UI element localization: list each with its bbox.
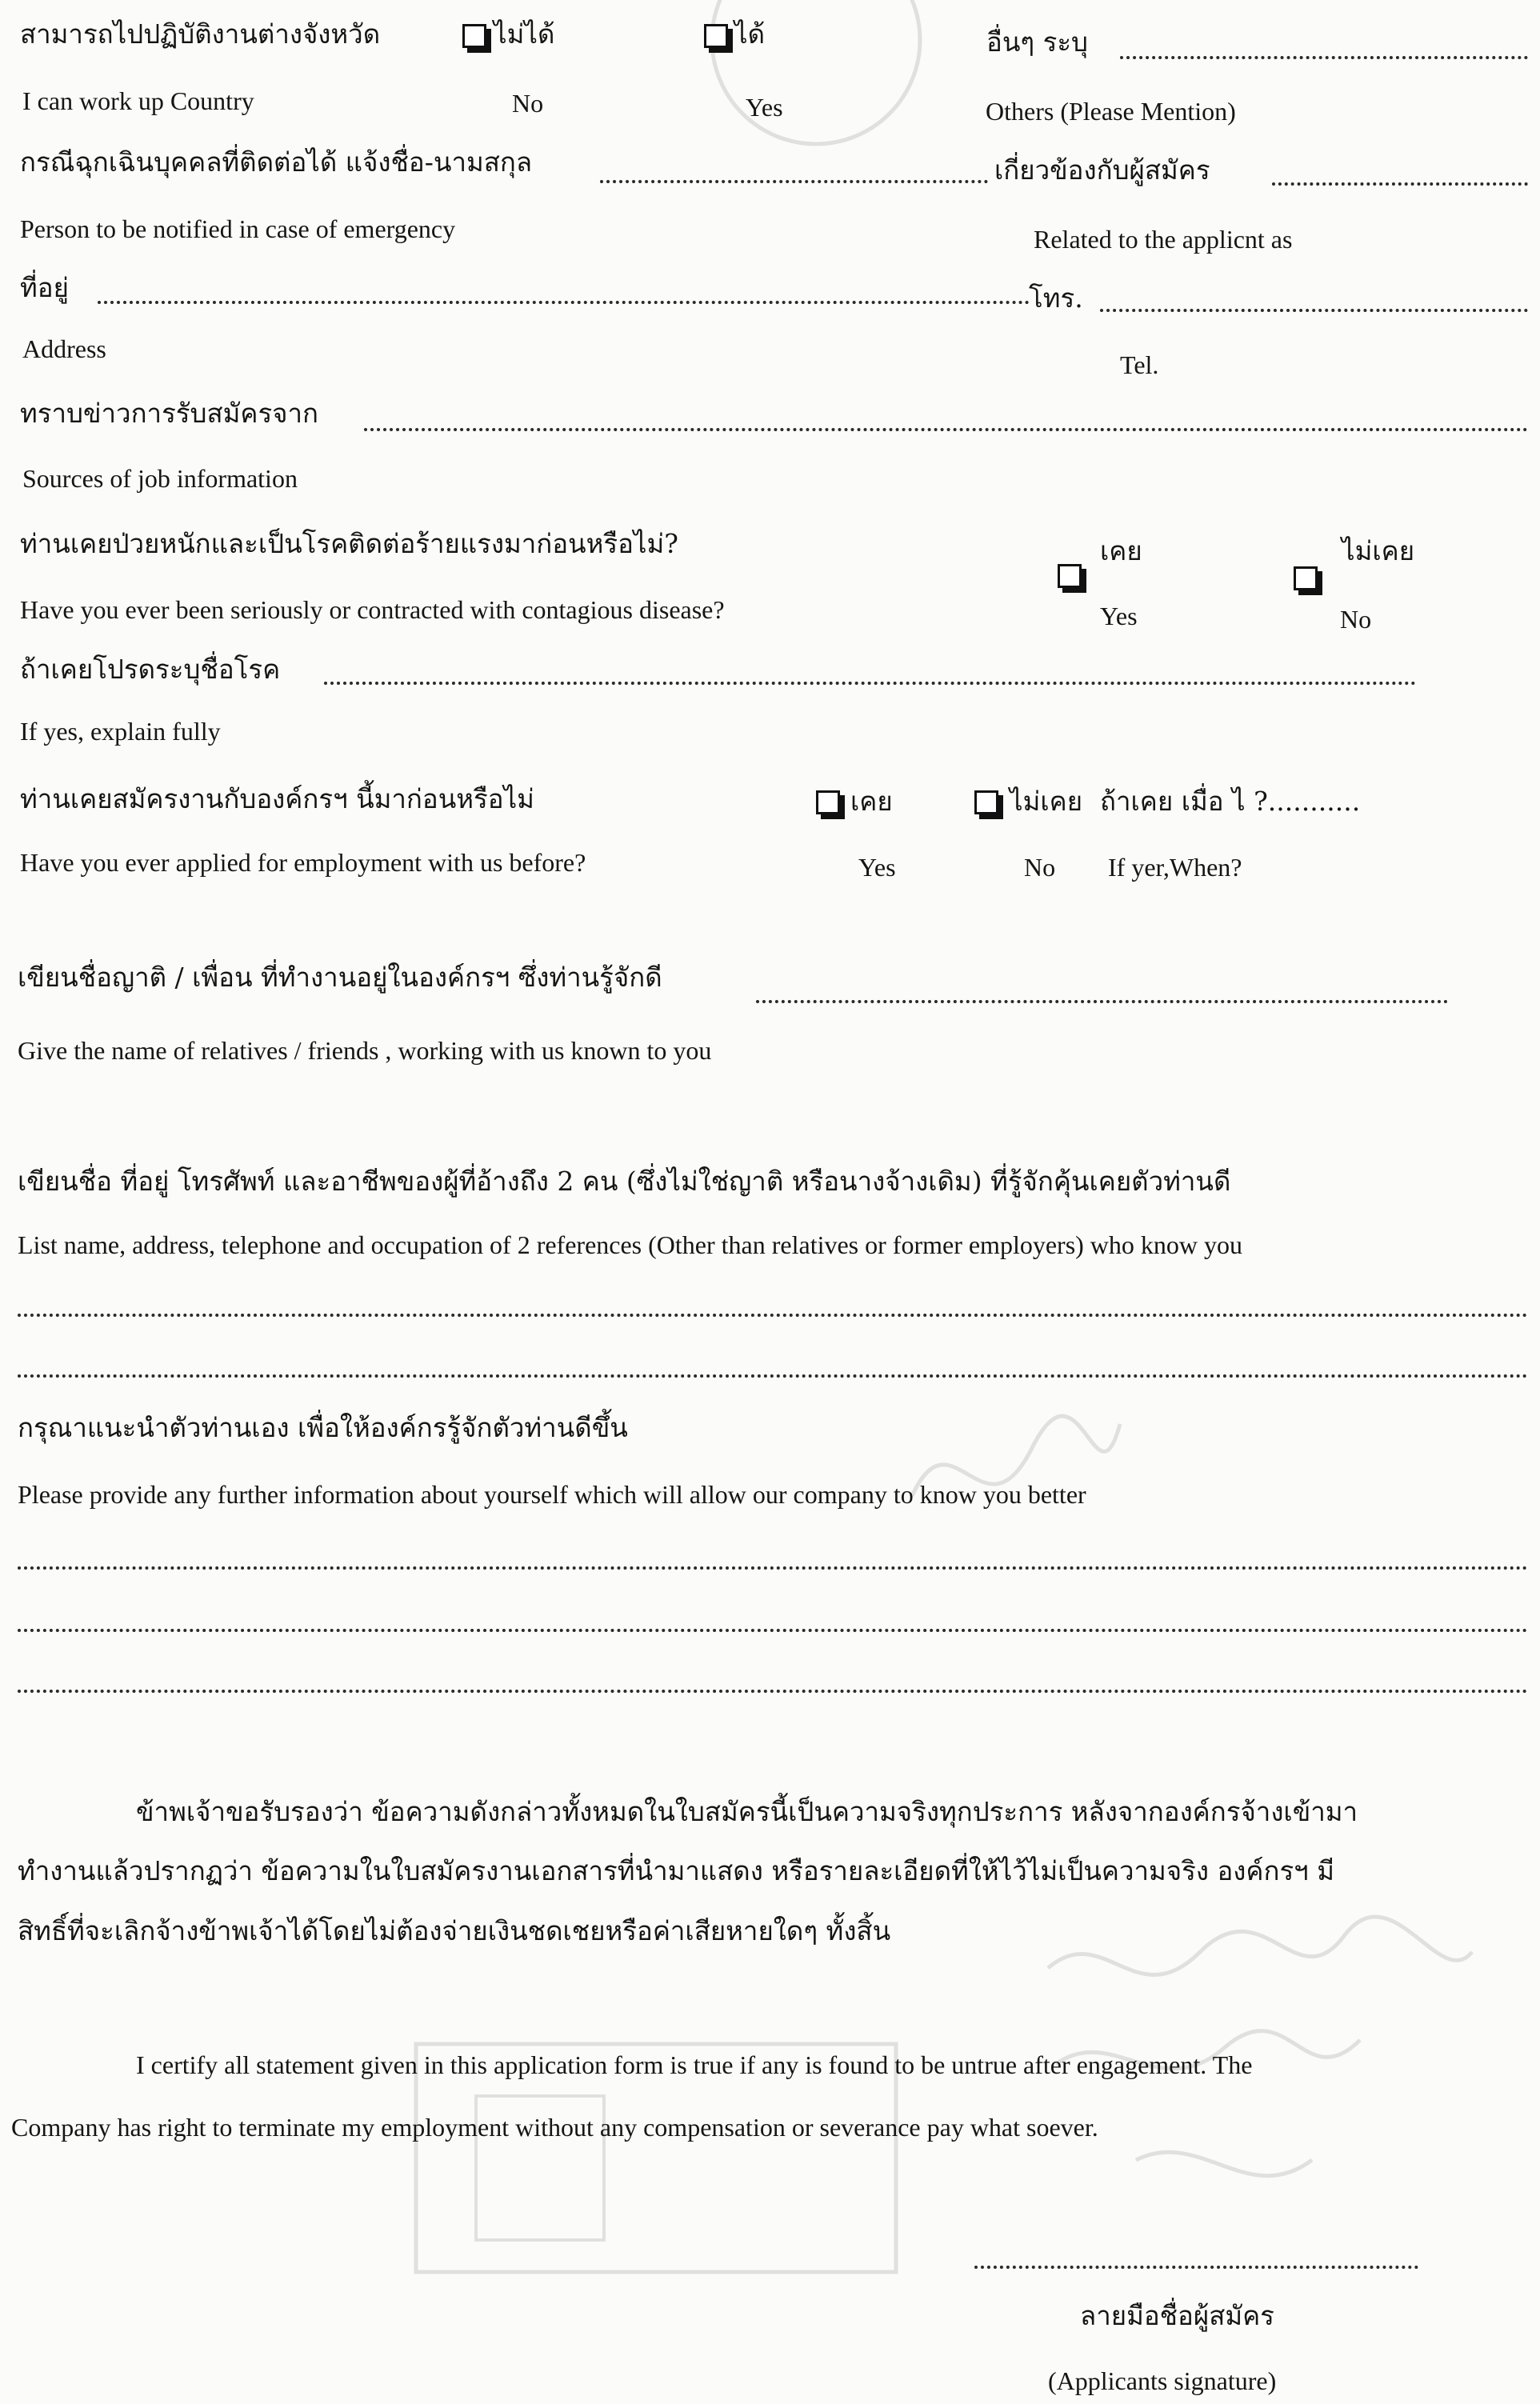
- disease-yes-th: เคย: [1100, 535, 1142, 566]
- emergency-name-field[interactable]: [600, 180, 988, 183]
- disease-no-th: ไม่เคย: [1342, 535, 1415, 566]
- address-label-th: ที่อยู่: [20, 272, 69, 303]
- work-upcountry-label-en: I can work up Country: [22, 86, 254, 115]
- applied-no-en: No: [1024, 853, 1056, 882]
- emergency-label-en: Person to be notified in case of emergency: [20, 214, 456, 243]
- relatives-label-en: Give the name of relatives / friends , working with us known to you: [18, 1036, 712, 1065]
- references-label-en: List name, address, telephone and occupation of 2 references (Other than relatives or former employers) who know you: [18, 1230, 1243, 1259]
- emergency-relation-th: เกี่ยวข้องกับผู้สมัคร: [994, 154, 1210, 186]
- certification-th-line-2: ทำงานแล้วปรากฏว่า ข้อความในใบสมัครงานเอกสารที่นำมาแสดง หรือรายละเอียดที่ให้ไว้ไม่เป็นความจริง องค์กรฯ มี: [18, 1855, 1334, 1886]
- references-label-th: เขียนชื่อ ที่อยู่ โทรศัพท์ และอาชีพของผู้ที่อ้างถึง 2 คน (ซึ่งไม่ใช่ญาติ หรือนางจ้างเดิม) ที่รู้จักคุ้นเคยตัวท่านดี: [18, 1166, 1231, 1197]
- disease-explain-en: If yes, explain fully: [20, 717, 221, 746]
- work-upcountry-label-th: สามารถไปปฏิบัติงานต่างจังหวัด: [20, 18, 381, 50]
- applied-question-th: ท่านเคยสมัครงานกับองค์กรฯ นี้มาก่อนหรือไม่: [20, 783, 534, 814]
- job-source-label-en: Sources of job information: [22, 464, 298, 493]
- work-upcountry-yes-en: Yes: [746, 93, 783, 122]
- work-upcountry-other-field[interactable]: [1120, 56, 1528, 59]
- disease-yes-en: Yes: [1100, 602, 1138, 630]
- work-upcountry-no-checkbox[interactable]: [462, 24, 486, 48]
- disease-no-en: No: [1340, 605, 1372, 634]
- address-label-en: Address: [22, 334, 106, 363]
- relatives-label-th: เขียนชื่อญาติ / เพื่อน ที่ทำงานอยู่ในองค์กรฯ ซึ่งท่านรู้จักดี: [18, 962, 662, 993]
- further-info-label-en: Please provide any further information about yourself which will allow our company to know you better: [18, 1480, 1086, 1509]
- applied-no-th: ไม่เคย: [1010, 786, 1083, 817]
- signature-label-en: (Applicants signature): [1048, 2366, 1277, 2395]
- disease-explain-field[interactable]: [324, 682, 1416, 685]
- work-upcountry-yes-checkbox[interactable]: [704, 24, 728, 48]
- applied-when-en: If yer,When?: [1108, 853, 1242, 882]
- applied-no-checkbox[interactable]: [974, 790, 998, 814]
- applied-yes-th: เคย: [850, 786, 893, 817]
- applied-yes-checkbox[interactable]: [816, 790, 840, 814]
- applied-when-th: ถ้าเคย เมื่อ ไ ?...........: [1100, 786, 1361, 817]
- show-through-handwriting: [896, 1376, 1136, 1560]
- address-field[interactable]: [98, 301, 1030, 304]
- certification-th-line-1: ข้าพเจ้าขอรับรองว่า ข้อความดังกล่าวทั้งหมดในใบสมัครนี้เป็นความจริงทุกประการ หลังจากองค์กรจ้างเข้ามา: [136, 1796, 1358, 1827]
- certification-en-line-1: I certify all statement given in this application form is true if any is found to be untrue after engagement. The: [136, 2050, 1253, 2079]
- further-info-label-th: กรุณาแนะนำตัวท่านเอง เพื่อให้องค์กรรู้จักตัวท่านดีขึ้น: [18, 1412, 628, 1443]
- signature-field[interactable]: [974, 2266, 1418, 2269]
- disease-explain-th: ถ้าเคยโปรดระบุชื่อโรค: [20, 654, 281, 685]
- references-field-line-2[interactable]: [18, 1374, 1528, 1378]
- applied-yes-en: Yes: [858, 853, 896, 882]
- references-field-line-1[interactable]: [18, 1314, 1528, 1317]
- work-upcountry-other-th: อื่นๆ ระบุ: [986, 26, 1088, 58]
- tel-field[interactable]: [1100, 309, 1528, 312]
- tel-label-th: โทร.: [1029, 282, 1083, 314]
- further-info-field-line-2[interactable]: [18, 1629, 1528, 1632]
- further-info-field-line-1[interactable]: [18, 1566, 1528, 1570]
- emergency-relation-field[interactable]: [1272, 182, 1528, 186]
- certification-th-line-3: สิทธิ์ที่จะเลิกจ้างข้าพเจ้าได้โดยไม่ต้องจ่ายเงินชดเชยหรือค่าเสียหายใดๆ ทั้งสิ้น: [18, 1915, 891, 1946]
- disease-question-en: Have you ever been seriously or contracted with contagious disease?: [20, 595, 725, 624]
- work-upcountry-other-en: Others (Please Mention): [986, 97, 1236, 126]
- signature-label-th: ลายมือชื่อผู้สมัคร: [1080, 2300, 1274, 2331]
- emergency-relation-en: Related to the applicnt as: [1034, 225, 1293, 254]
- applied-question-en: Have you ever applied for employment with us before?: [20, 848, 586, 877]
- disease-no-checkbox[interactable]: [1294, 566, 1318, 590]
- certification-en-line-2: Company has right to terminate my employment without any compensation or severance pay what soever.: [11, 2113, 1098, 2142]
- job-source-label-th: ทราบข่าวการรับสมัครจาก: [20, 398, 319, 429]
- work-upcountry-no-en: No: [512, 89, 544, 118]
- work-upcountry-yes-th: ได้: [734, 18, 766, 50]
- relatives-field[interactable]: [756, 1000, 1448, 1003]
- disease-yes-checkbox[interactable]: [1058, 564, 1082, 588]
- emergency-label-th: กรณีฉุกเฉินบุคคลที่ติดต่อได้ แจ้งชื่อ-นามสกุล: [20, 146, 533, 178]
- further-info-field-line-3[interactable]: [18, 1690, 1528, 1693]
- work-upcountry-no-th: ไม่ได้: [494, 18, 555, 50]
- job-source-field[interactable]: [364, 428, 1528, 431]
- disease-question-th: ท่านเคยป่วยหนักและเป็นโรคติดต่อร้ายแรงมาก่อนหรือไม่?: [20, 528, 678, 559]
- tel-label-en: Tel.: [1120, 350, 1159, 379]
